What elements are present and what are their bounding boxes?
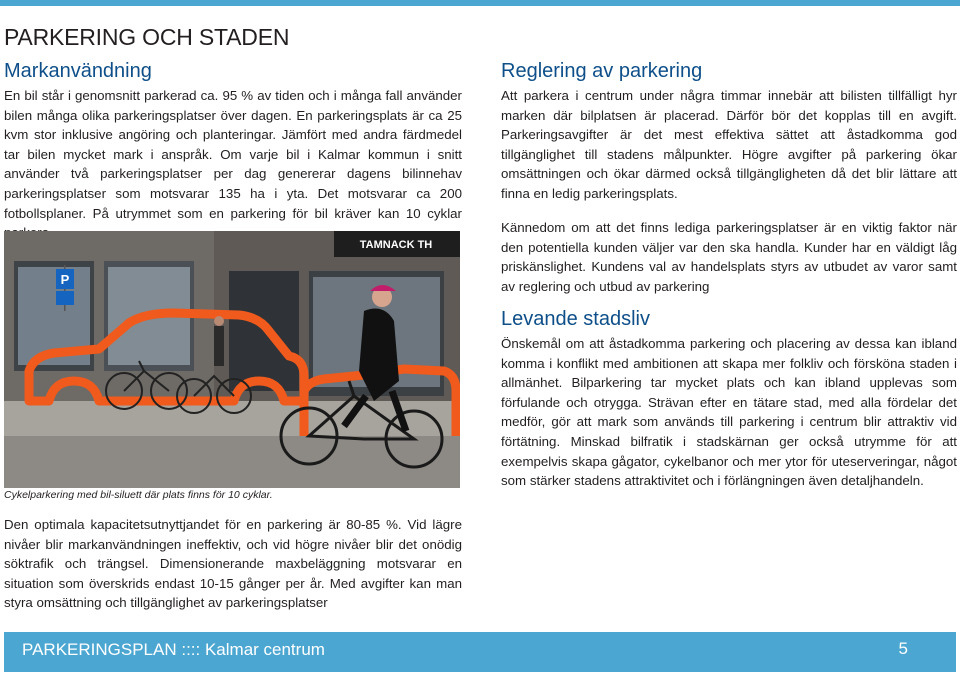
heading-reglering: Reglering av parkering bbox=[501, 60, 703, 82]
photo-caption: Cykelparkering med bil-siluett där plats finns för 10 cyklar. bbox=[4, 489, 273, 501]
paragraph-kannedom: Kännedom om att det finns lediga parkeringsplatser är en viktig faktor när den potentiella kunden väljer var den ska handla. Kunder har en väldigt låg priskänslighet. Kundens val av handelsplats styrs av utbudet av varor samt av reglering och utbud av parkering bbox=[501, 220, 957, 294]
page-title: PARKERING OCH STADEN bbox=[4, 24, 290, 50]
storefront-sign-text: TAMNACK TH bbox=[359, 239, 433, 251]
photo-illustration bbox=[4, 231, 460, 488]
page-number: 5 bbox=[898, 639, 908, 658]
top-accent-bar bbox=[0, 0, 960, 6]
footer-bar bbox=[4, 632, 956, 672]
heading-levande-stadsliv: Levande stadsliv bbox=[501, 308, 650, 330]
heading-markanvandning: Markanvändning bbox=[4, 60, 152, 82]
paragraph-kapacitet: Den optimala kapacitetsutnyttjandet för en parkering är 80-85 %. Vid lägre nivåer blir markanvändningen ineffektiv, och vid högre nivåer blir det onödig söktrafik och trängsel. Dimensionerande maxbeläggning motsvarar en situation som överskrids endast 10-15 gånger per år. Med avgifter kan man styra omsättning och tillgänglighet av parkeringsplatser bbox=[4, 517, 462, 611]
paragraph-markanvandning: En bil står i genomsnitt parkerad ca. 95 % av tiden och i många fall använder bilen många olika parkeringsplatser över dagen. En parkeringsplats är ca 25 kvm stor inklusive angöring och planteringar. Jämfört med andra färdmedel tar bilen mycket mark i anspråk. Om varje bil i Kalmar kommun i snitt använder två parkeringsplatser per dag genererar dagens bilinnehav parkeringsplatser som motsvarar 135 ha i yta. Det motsvarar ca 200 fotbollsplaner. På utrymmet som en parkering för bil kräver kan 10 cyklar bbox=[4, 88, 462, 221]
bike-parking-photo bbox=[4, 231, 460, 488]
svg-text:P: P bbox=[60, 272, 70, 287]
footer-title: PARKERINGSPLAN :::: Kalmar centrum bbox=[22, 640, 325, 659]
paragraph-reglering: Att parkera i centrum under några timmar innebär att bilisten tillfälligt hyr marken där bilplatsen är placerad. Därför bör det kopplas till en avgift. Parkeringsavgifter är det mest effektiva sättet att åstadkomma god tillgänglighet till stadens målpunkter. Högre avgifter på parkering ökar omsättningen och ökar därmed också tillgängligheten då det blir lättare att finna en ledig parkeringsplats. bbox=[501, 88, 957, 201]
paragraph-levande-stadsliv: Önskemål om att åstadkomma parkering och placering av dessa kan ibland komma i konflikt med ambitionen att skapa mer folkliv och försköna staden i allmänhet. Bilparkering tar mycket plats och kan ibland upplevas som förfulande och otrygga. Strävan efter en tätare stad, med alla fördelar det medför, gör att mark som används till parkering i centrum blir attraktiv vid förtätning. Minskad bilfratik i stadskärnan ger också utrymme för att exempelvis skapa gågator, cykelbanor och mer ytor för uteserveringar, något som stärker stadens attraktivitet och i förlängningen även detaljhandeln. bbox=[501, 336, 957, 489]
